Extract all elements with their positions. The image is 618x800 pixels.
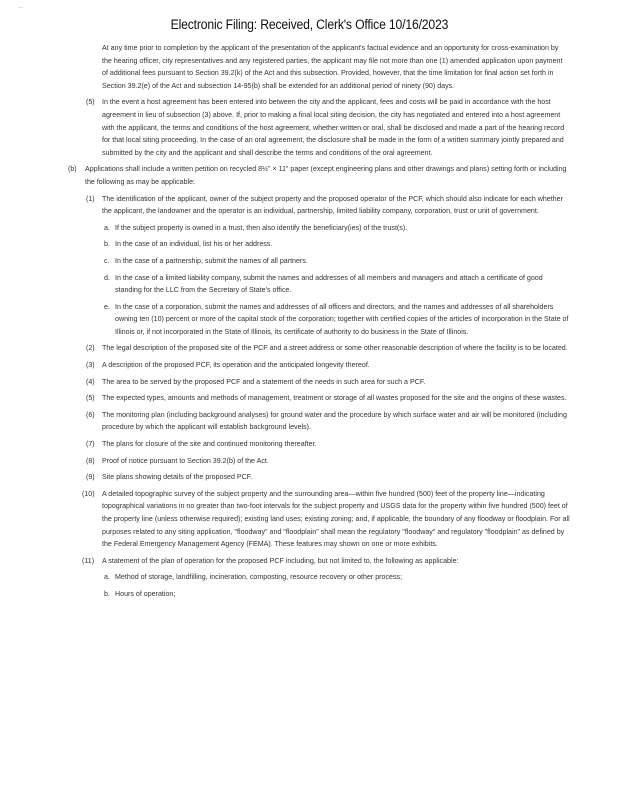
paragraph-marker: (10)	[82, 489, 95, 498]
paragraph-9-site-plans	[86, 471, 570, 484]
filing-header	[0, 17, 618, 33]
subitem-c-partnership	[104, 255, 570, 268]
paragraph-4-area-served	[86, 376, 570, 389]
subitem-a-trust	[104, 222, 570, 235]
paragraph-marker: (3)	[86, 361, 95, 370]
paragraph-amended-application	[102, 42, 570, 92]
paragraph-text: The legal description of the proposed site of the PCF and a street address or some other reasonable description of where the facility is to be located.	[102, 344, 568, 353]
paragraph-text: A description of the proposed PCF, its operation and the anticipated longevity thereof.	[102, 361, 370, 370]
paragraph-6-monitoring	[86, 409, 570, 434]
document-body	[0, 42, 618, 605]
paragraph-b-applications	[68, 163, 570, 188]
paragraph-text: Site plans showing details of the proposed PCF.	[102, 473, 253, 482]
paragraph-marker: a.	[104, 223, 110, 232]
paragraph-marker: b.	[104, 240, 110, 249]
paragraph-marker: (1)	[86, 194, 95, 203]
paragraph-marker: (5)	[86, 394, 95, 403]
paragraph-text: The monitoring plan (including background analyses) for ground water and the procedure by which surface water and air will be monitored (including procedure by which the applicant will establish background levels).	[102, 410, 567, 432]
subitem-d-llc	[104, 272, 570, 297]
paragraph-5-host-agreement	[86, 96, 570, 159]
scan-artifact	[18, 7, 23, 8]
paragraph-marker: b.	[104, 589, 110, 598]
paragraph-marker: (9)	[86, 473, 95, 482]
paragraph-text: A detailed topographic survey of the subject property and the surrounding area—within five hundred (500) feet of the property line—indicating topographical variations in no greater than two-foot intervals for the subject property and USGS data for the property within five hundred (500) feet of the property line (unless otherwise required); existing land uses; existing zoning; and, if applicable, the boundary of any floodway or floodplain. For all purposes related to any siting application, "floodway" and "floodplain" shall mean the regulatory "floodway" and regulatory "floodplain" as defined by the Federal Emergency Management Agency (FEMA). These features may shown on one or more exhibits.	[102, 489, 570, 549]
paragraph-text: In the case of a limited liability company, submit the names and addresses of all members and managers and attach a certificate of good standing for the LLC from the Secretary of State's office.	[115, 273, 543, 295]
paragraph-text: In the event a host agreement has been entered into between the city and the applicant, fees and costs will be paid in accordance with the host agreement in lieu of subsection (3) above. If, prior to making a final local siting decision, the city has negotiated and entered into a host agreement with the applicant, the terms and conditions of the host agreement, whether written or oral, shall be disclosed and made a part of the hearing record for that local siting proceeding. In the case of an oral agreement, the disclosure shall be made in the form of a written summary jointly prepared and submitted by the city and the applicant and shall describe the terms and conditions of the oral agreement.	[102, 98, 565, 157]
paragraph-marker: (7)	[86, 440, 95, 449]
filing-header-text: Electronic Filing: Received, Clerk's Office 10/16/2023	[170, 17, 448, 33]
paragraph-marker: e.	[104, 302, 110, 311]
paragraph-marker: a.	[104, 573, 110, 582]
paragraph-7-closure	[86, 438, 570, 451]
paragraph-text: A statement of the plan of operation for the proposed PCF including, but not limited to, the following as applicable:	[102, 556, 459, 565]
paragraph-marker: (11)	[82, 556, 95, 565]
subitem-a-method-of-storage	[104, 571, 570, 584]
paragraph-3-description	[86, 359, 570, 372]
paragraph-marker: d.	[104, 273, 110, 282]
paragraph-text: If the subject property is owned in a trust, then also identify the beneficiary(ies) of the trust(s).	[115, 223, 408, 232]
paragraph-text: In the case of a partnership, submit the names of all partners.	[115, 256, 308, 265]
paragraph-8-notice	[86, 455, 570, 468]
paragraph-text: The identification of the applicant, owner of the subject property and the proposed operator of the PCF, which should also indicate for each whether the applicant, the landowner and the operator is an individual, partnership, limited liability company, corporation, trust or unit of government.	[102, 194, 563, 216]
paragraph-text: The area to be served by the proposed PCF and a statement of the needs in such area for such a PCF.	[102, 377, 426, 386]
paragraph-marker: (5)	[86, 98, 95, 107]
paragraph-text: The plans for closure of the site and continued monitoring thereafter.	[102, 440, 317, 449]
paragraph-5-wastes	[86, 392, 570, 405]
paragraph-text: In the case of a corporation, submit the names and addresses of all officers and directors, and the names and addresses of all shareholders owning ten (10) percent or more of the capital stock of the corporation; together with certified copies of the articles of incorporation in the State of Illinois or, if not incorporated in the State of Illinois, its certificate of authority to do business in the State of Illinois.	[115, 302, 569, 336]
paragraph-1-identification	[86, 193, 570, 218]
paragraph-text: The expected types, amounts and methods of management, treatment or storage of all wastes proposed for the site and the origins of these wastes.	[102, 394, 567, 403]
paragraph-text: Applications shall include a written petition on recycled 8½" × 11" paper (except engineering plans and other drawings and plans) setting forth or including the following as may be applicable:	[85, 165, 567, 186]
subitem-e-corporation	[104, 301, 570, 339]
paragraph-11-plan-of-operation	[82, 555, 570, 568]
paragraph-2-legal-description	[86, 342, 570, 355]
paragraph-text: In the case of an individual, list his or her address.	[115, 240, 273, 249]
paragraph-marker: (6)	[86, 410, 95, 419]
paragraph-marker: (4)	[86, 377, 95, 386]
paragraph-text: Method of storage, landfilling, incineration, composting, resource recovery or other process;	[115, 573, 403, 582]
paragraph-marker: c.	[104, 256, 110, 265]
paragraph-text: At any time prior to completion by the applicant of the presentation of the applicant's factual evidence and an opportunity for cross-examination by the hearing officer, city representatives and any registered parties, the applicant may file not more than one (1) amended application upon payment of additional fees pursuant to Section 39.2(k) of the Act and this subsection. Provided, however, that the time limitation for final action set forth in Section 39.2(e) of the Act and subsection 14-95(b) shall be extended for an additional period of ninety (90) days.	[102, 44, 563, 90]
paragraph-marker: (b)	[68, 165, 77, 174]
paragraph-text: Hours of operation;	[115, 589, 176, 598]
paragraph-10-topographic-survey	[82, 488, 570, 551]
paragraph-marker: (8)	[86, 456, 95, 465]
subitem-b-hours-of-operation	[104, 588, 570, 601]
paragraph-marker: (2)	[86, 344, 95, 353]
paragraph-text: Proof of notice pursuant to Section 39.2(b) of the Act.	[102, 456, 269, 465]
subitem-b-individual	[104, 238, 570, 251]
